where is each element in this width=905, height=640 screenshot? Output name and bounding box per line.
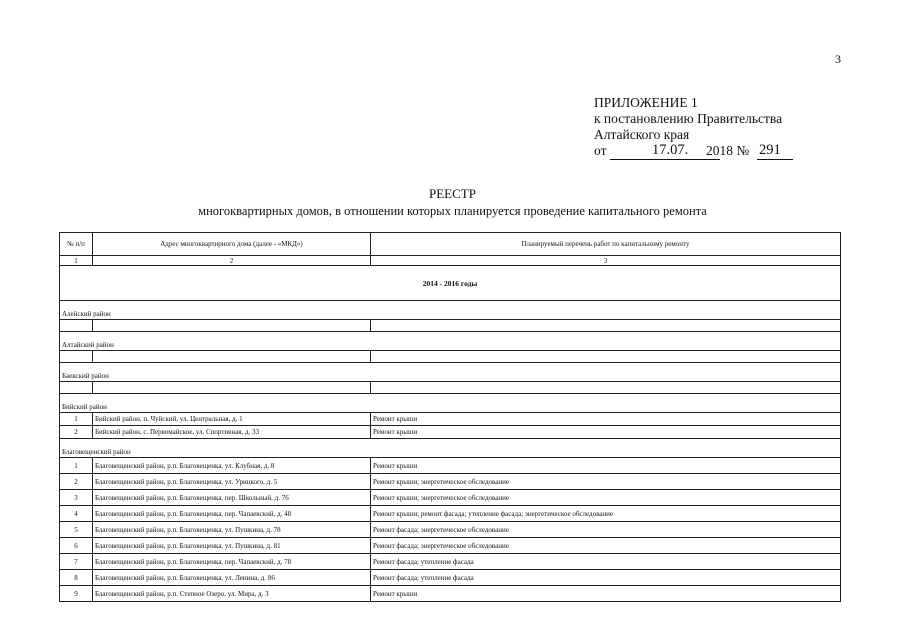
- row-address: Благовещенский район, р.п. Благовещенка, пер. Чапаевский, д. 78: [93, 554, 371, 570]
- year-label: 2018 №: [706, 143, 750, 158]
- appendix-line-resolution: к постановлению Правительства: [594, 111, 783, 126]
- header-address: Адрес многоквартирного дома (далее - «МКД»): [93, 233, 371, 256]
- table-row: [60, 490, 841, 506]
- row-number: 3: [60, 490, 93, 506]
- empty-cell: [60, 351, 93, 363]
- row-address: Благовещенский район, р.п. Благовещенка, пер. Школьный, д. 76: [93, 490, 371, 506]
- table-row: [60, 474, 841, 490]
- row-works: Ремонт фасада; энергетическое обследование: [371, 538, 841, 554]
- row-works: Ремонт фасада; утепление фасада: [371, 570, 841, 586]
- appendix-title: ПРИЛОЖЕНИЕ 1: [594, 95, 698, 110]
- row-number: 7: [60, 554, 93, 570]
- appendix-line-region: Алтайского края: [594, 127, 690, 142]
- row-address: Благовещенский район, р.п. Благовещенка, пер. Чапаевский, д. 48: [93, 506, 371, 522]
- table-row: [60, 538, 841, 554]
- registry-table: [59, 232, 841, 602]
- row-works: Ремонт фасада; энергетическое обследование: [371, 522, 841, 538]
- row-works: Ремонт крыши: [371, 458, 841, 474]
- row-number: 1: [60, 458, 93, 474]
- empty-cell: [93, 382, 371, 394]
- appendix-date-line: [594, 143, 782, 161]
- row-number: 8: [60, 570, 93, 586]
- page-number: 3: [835, 52, 841, 66]
- row-address: Бийский район, п. Чуйский, ул. Центральная, д. 1: [93, 413, 371, 426]
- row-number: 2: [60, 426, 93, 439]
- table-row: [60, 570, 841, 586]
- row-address: Благовещенский район, р.п. Благовещенка, ул. Пушкина, д. 78: [93, 522, 371, 538]
- registry-subtitle: многоквартирных домов, в отношении которых планируется проведение капитального ремонта: [198, 204, 707, 218]
- district-label: Алтайский район: [60, 332, 841, 351]
- table-header-row: [60, 233, 841, 256]
- table-row: [60, 413, 841, 426]
- column-numbers-row: [60, 256, 841, 266]
- empty-cell: [60, 320, 93, 332]
- header-num: № п/п: [60, 233, 93, 256]
- empty-cell: [371, 351, 841, 363]
- district-label: Алейский район: [60, 301, 841, 320]
- row-number: 5: [60, 522, 93, 538]
- empty-cell: [60, 382, 93, 394]
- row-address: Бийский район, с. Первомайское, ул. Спортивная, д. 33: [93, 426, 371, 439]
- header-works: Планируемый перечень работ по капитальному ремонту: [371, 233, 841, 256]
- table-row: [60, 554, 841, 570]
- row-works: Ремонт крыши; ремонт фасада; утепление фасада; энергетическое обследование: [371, 506, 841, 522]
- col-number-3: 3: [371, 256, 841, 266]
- row-works: Ремонт фасада; утепление фасада: [371, 554, 841, 570]
- from-label: от: [594, 143, 607, 158]
- appendix-block: [594, 95, 782, 161]
- row-works: Ремонт крыши; энергетическое обследование: [371, 474, 841, 490]
- empty-row: [60, 351, 841, 363]
- district-row-altaysky: [60, 332, 841, 351]
- row-number: 6: [60, 538, 93, 554]
- resolution-date: 17.07.: [652, 142, 689, 158]
- row-works: Ремонт крыши; энергетическое обследование: [371, 490, 841, 506]
- empty-cell: [93, 351, 371, 363]
- row-number: 2: [60, 474, 93, 490]
- table-row: [60, 426, 841, 439]
- empty-cell: [93, 320, 371, 332]
- row-address: Благовещенский район, р.п. Благовещенка, ул. Урицкого, д. 5: [93, 474, 371, 490]
- row-works: Ремонт крыши: [371, 413, 841, 426]
- district-row-biysky: [60, 394, 841, 413]
- district-row-aleysky: [60, 301, 841, 320]
- empty-row: [60, 320, 841, 332]
- period-label: 2014 - 2016 годы: [60, 266, 841, 301]
- empty-cell: [371, 382, 841, 394]
- district-label: Баевский район: [60, 363, 841, 382]
- table-row: [60, 458, 841, 474]
- district-label: Бийский район: [60, 394, 841, 413]
- col-number-1: 1: [60, 256, 93, 266]
- row-address: Благовещенский район, р.п. Благовещенка, ул. Пушкина, д. 81: [93, 538, 371, 554]
- col-number-2: 2: [93, 256, 371, 266]
- row-number: 1: [60, 413, 93, 426]
- table-row: [60, 586, 841, 602]
- date-field: [610, 143, 720, 160]
- resolution-number: 291: [759, 142, 781, 158]
- empty-cell: [371, 320, 841, 332]
- row-works: Ремонт крыши: [371, 586, 841, 602]
- period-row: [60, 266, 841, 301]
- district-row-baevsky: [60, 363, 841, 382]
- row-number: 4: [60, 506, 93, 522]
- row-address: Благовещенский район, р.п. Благовещенка, ул. Ленина, д. 86: [93, 570, 371, 586]
- district-label: Благовещенский район: [60, 439, 841, 458]
- registry-title: РЕЕСТР: [429, 186, 476, 201]
- number-field: [757, 143, 793, 160]
- row-address: Благовещенский район, р.п. Степное Озеро, ул. Мира, д. 3: [93, 586, 371, 602]
- row-number: 9: [60, 586, 93, 602]
- district-row-blagoveshchensky: [60, 439, 841, 458]
- row-address: Благовещенский район, р.п. Благовещенка, ул. Клубная, д. 8: [93, 458, 371, 474]
- row-works: Ремонт крыши: [371, 426, 841, 439]
- table-row: [60, 506, 841, 522]
- empty-row: [60, 382, 841, 394]
- table-row: [60, 522, 841, 538]
